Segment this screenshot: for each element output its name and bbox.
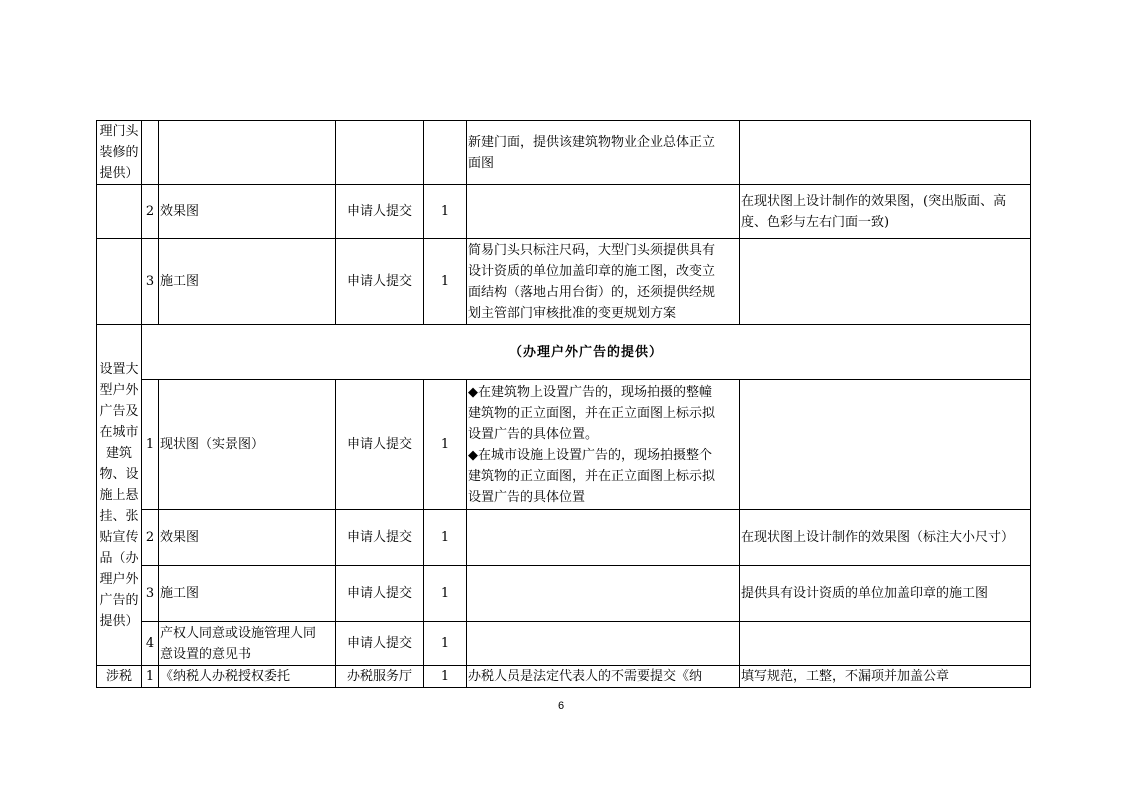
table-row xyxy=(97,380,1031,510)
item-number: 1 xyxy=(142,666,159,688)
requirement xyxy=(467,510,740,566)
category-cell: 理门头 装修的 提供） xyxy=(97,121,142,185)
category-cell: 设置大 型户外 广告及 在城市 建筑 物、设 施上悬 挂、张 贴宣传 品（办 理户外 广告的 提供） xyxy=(97,325,142,666)
item-number: 2 xyxy=(142,185,159,239)
material-name: 效果图 xyxy=(159,185,336,239)
note xyxy=(740,380,1031,510)
item-number: 4 xyxy=(142,622,159,666)
note: 在现状图上设计制作的效果图（标注大小尺寸） xyxy=(740,510,1031,566)
material-name xyxy=(159,121,336,185)
submitter xyxy=(336,121,424,185)
item-number xyxy=(142,121,159,185)
table-row xyxy=(97,121,1031,185)
page-number: 6 xyxy=(557,700,565,712)
item-number: 1 xyxy=(142,380,159,510)
material-name: 施工图 xyxy=(159,566,336,622)
item-number: 3 xyxy=(142,239,159,325)
note xyxy=(740,121,1031,185)
table-row xyxy=(97,666,1031,688)
section-heading: （办理户外广告的提供） xyxy=(142,325,1031,380)
material-name: 施工图 xyxy=(159,239,336,325)
submitter: 申请人提交 xyxy=(336,185,424,239)
note xyxy=(740,622,1031,666)
requirement xyxy=(467,622,740,666)
note xyxy=(740,239,1031,325)
table-row xyxy=(97,510,1031,566)
submitter: 申请人提交 xyxy=(336,239,424,325)
material-name: 产权人同意或设施管理人同 意设置的意见书 xyxy=(159,622,336,666)
requirement: 办税人员是法定代表人的不需要提交《纳 xyxy=(467,666,740,688)
requirement xyxy=(467,185,740,239)
table-row xyxy=(97,239,1031,325)
table-row xyxy=(97,325,1031,380)
quantity: 1 xyxy=(424,239,467,325)
submitter: 申请人提交 xyxy=(336,566,424,622)
material-name: 效果图 xyxy=(159,510,336,566)
note: 填写规范，工整，不漏项并加盖公章 xyxy=(740,666,1031,688)
item-number: 3 xyxy=(142,566,159,622)
item-number: 2 xyxy=(142,510,159,566)
note: 提供具有设计资质的单位加盖印章的施工图 xyxy=(740,566,1031,622)
category-cell xyxy=(97,185,142,239)
quantity: 1 xyxy=(424,185,467,239)
table-row xyxy=(97,566,1031,622)
submitter: 申请人提交 xyxy=(336,510,424,566)
table-row xyxy=(97,622,1031,666)
material-name: 《纳税人办税授权委托 xyxy=(159,666,336,688)
category-cell xyxy=(97,239,142,325)
materials-table xyxy=(96,120,1031,688)
quantity: 1 xyxy=(424,566,467,622)
requirement: ◆在建筑物上设置广告的，现场拍摄的整幢 建筑物的正立面图，并在正立面图上标示拟 设置广告的具体位置。 ◆在城市设施上设置广告的，现场拍摄整个 建筑物的正立面图，并在正立面图上标示拟 设置广告的具体位置 xyxy=(467,380,740,510)
requirement xyxy=(467,566,740,622)
quantity: 1 xyxy=(424,510,467,566)
material-name: 现状图（实景图） xyxy=(159,380,336,510)
requirement: 新建门面，提供该建筑物物业企业总体正立 面图 xyxy=(467,121,740,185)
quantity xyxy=(424,121,467,185)
quantity: 1 xyxy=(424,380,467,510)
table-row xyxy=(97,185,1031,239)
quantity: 1 xyxy=(424,666,467,688)
quantity: 1 xyxy=(424,622,467,666)
submitter: 办税服务厅 xyxy=(336,666,424,688)
requirement: 简易门头只标注尺码，大型门头须提供具有 设计资质的单位加盖印章的施工图，改变立 面结构（落地占用台街）的，还须提供经规 划主管部门审核批准的变更规划方案 xyxy=(467,239,740,325)
category-cell: 涉税 xyxy=(97,666,142,688)
submitter: 申请人提交 xyxy=(336,622,424,666)
note: 在现状图上设计制作的效果图，(突出版面、高 度、色彩与左右门面一致) xyxy=(740,185,1031,239)
submitter: 申请人提交 xyxy=(336,380,424,510)
